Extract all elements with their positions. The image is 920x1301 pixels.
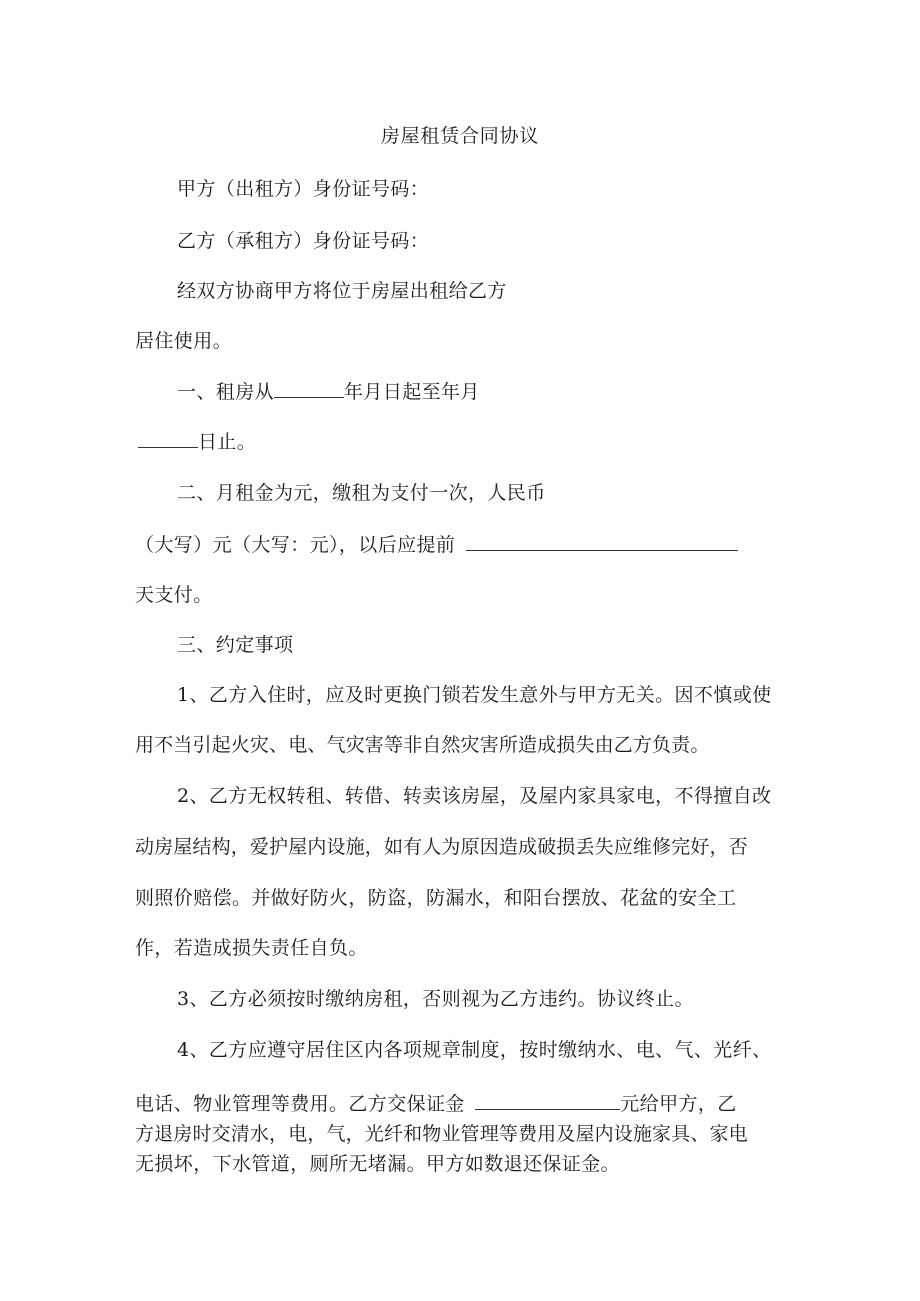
clause-1-date-text: 年月日起至年月 [344, 381, 480, 403]
clause-2-line-1: 二、月租金为元，缴租为支付一次，人民币 [177, 482, 546, 504]
clause-2-line-3: 天支付。 [135, 584, 213, 606]
clause-2-line-2 [135, 532, 738, 557]
intro-line-2: 居住使用。 [135, 330, 233, 352]
clause-1-end-text: 日止。 [198, 431, 257, 453]
document-title: 房屋租赁合同协议 [380, 125, 540, 147]
clause-2-amount-text: （大写）元（大写：元），以后应提前 [135, 534, 456, 556]
item-2-line-3: 则照价赔偿。并做好防火，防盗，防漏水，和阳台摆放、花盆的安全工 [135, 887, 737, 909]
item-2-line-2: 动房屋结构，爱护屋内设施，如有人为原因造成破损丢失应维修完好，否 [135, 836, 748, 858]
party-a-id-line: 甲方（出租方）身份证号码： [177, 178, 430, 200]
clause-1-line-2 [138, 429, 256, 454]
clause-1-start-text: 一、租房从 [177, 381, 275, 403]
item-4-line-1: 4、乙方应遵守居住区内各项规章制度，按时缴纳水、电、气、光纤、 [177, 1039, 772, 1061]
party-b-id-line: 乙方（承租方）身份证号码： [177, 230, 430, 252]
item-1-line-2: 用不当引起火灾、电、气灾害等非自然灾害所造成损失由乙方负责。 [135, 734, 710, 756]
intro-line-1: 经双方协商甲方将位于房屋出租给乙方 [177, 280, 507, 302]
end-date-blank [138, 429, 198, 448]
item-4-line-4: 无损坏，下水管道，厕所无堵漏。甲方如数退还保证金。 [135, 1153, 621, 1175]
item-2-line-4: 作，若造成损失责任自负。 [135, 937, 368, 959]
advance-days-blank [466, 532, 738, 551]
clause-1-line-1 [177, 379, 480, 404]
item-4-line-2 [135, 1091, 737, 1116]
deposit-to-party-a-text: 元给甲方，乙 [620, 1093, 737, 1115]
start-date-blank [274, 379, 344, 398]
item-4-line-3: 方退房时交清水，电，气，光纤和物业管理等费用及屋内设施家具、家电 [135, 1123, 748, 1145]
item-2-line-1: 2、乙方无权转租、转借、转卖该房屋，及屋内家具家电，不得擅自改 [177, 785, 772, 807]
clause-3-heading: 三、约定事项 [177, 634, 294, 656]
item-3-line-1: 3、乙方必须按时缴纳房租，否则视为乙方违约。协议终止。 [177, 988, 694, 1010]
item-1-line-1: 1、乙方入住时，应及时更换门锁若发生意外与甲方无关。因不慎或使 [177, 684, 772, 706]
deposit-text: 电话、物业管理等费用。乙方交保证金 [135, 1093, 465, 1115]
deposit-amount-blank [475, 1091, 620, 1110]
